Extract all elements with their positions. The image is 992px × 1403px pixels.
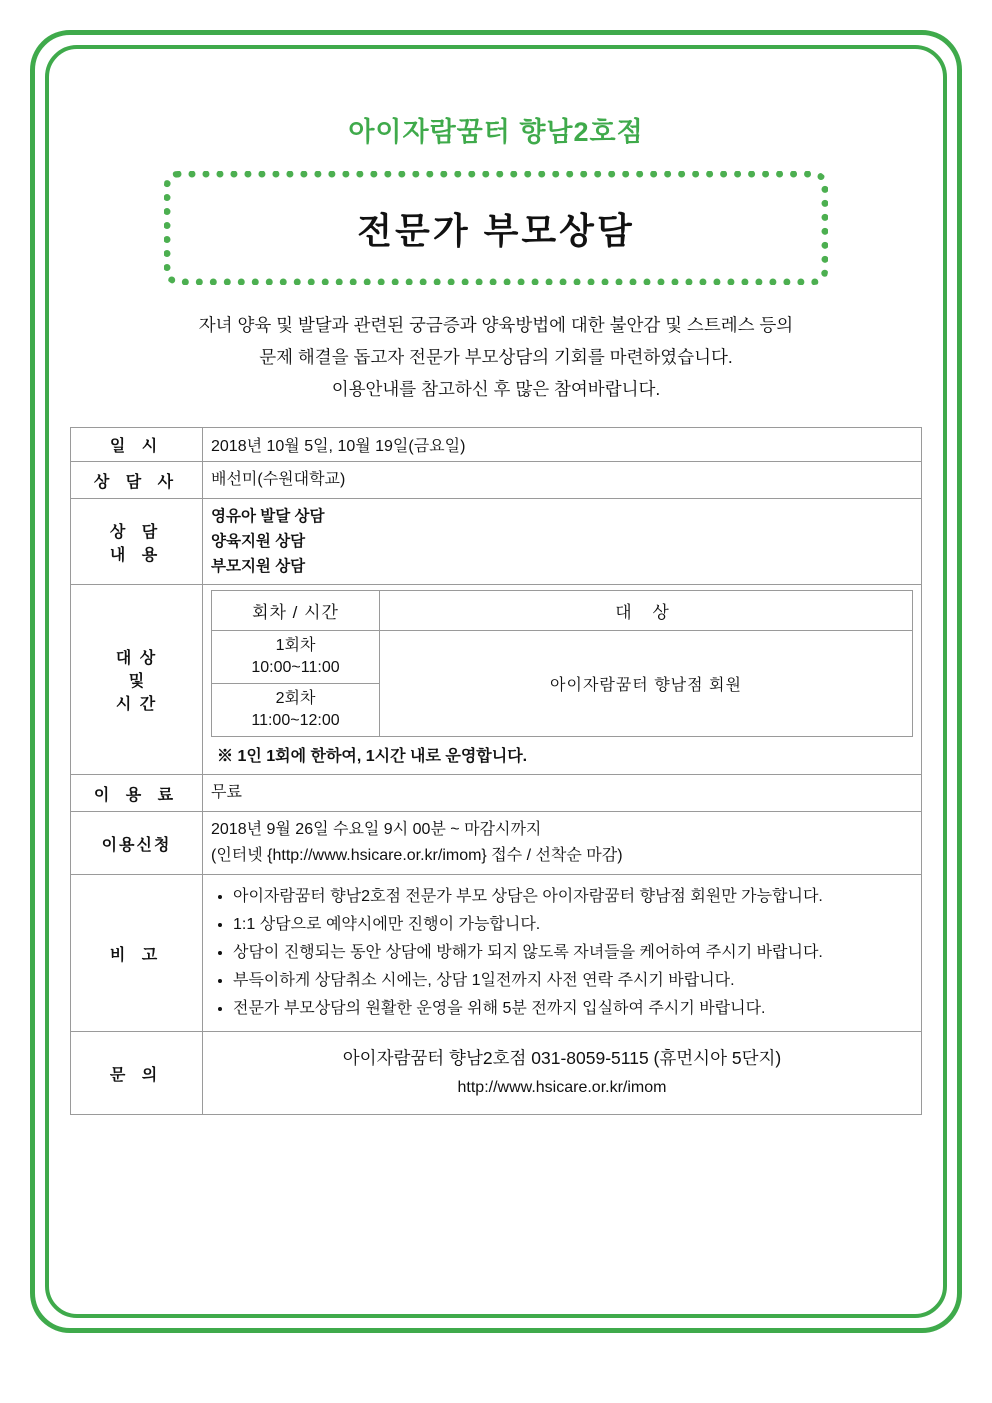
table-row-date: [71, 428, 922, 462]
value-date: 2018년 10월 5일, 10월 19일(금요일): [203, 428, 922, 462]
session-row: [212, 631, 913, 684]
topic-item: 영유아 발달 상담: [211, 508, 325, 525]
target-header-label: 대 상: [380, 591, 913, 631]
session-header-label: 회차 / 시간: [212, 591, 380, 631]
label-topics-line-2: 내 용: [109, 546, 164, 564]
targets-note: ※ 1인 1회에 한하여, 1시간 내로 운영합니다.: [217, 748, 528, 765]
targets-cell: [203, 585, 922, 775]
label-targets-line-3: 시 간: [115, 696, 158, 713]
inquiry-url[interactable]: http://www.hsicare.or.kr/imom: [457, 1079, 667, 1096]
list-item: • 아이자람꿈터 향남2호점 전문가 부모 상담은 아이자람꿈터 향남점 회원만 가능합니다.: [233, 884, 913, 910]
topic-item: 부모지원 상담: [211, 558, 306, 575]
label-topics-line-1: 상 담: [109, 523, 164, 541]
inquiry-block: [211, 1037, 913, 1109]
session-table: [211, 590, 913, 737]
table-row-topics: [71, 499, 922, 585]
intro-line-1: 자녀 양육 및 발달과 관련된 궁금증과 양육방법에 대한 불안감 및 스트레스 등의: [198, 315, 794, 335]
intro-line-3: 이용안내를 참고하신 후 많은 참여바랍니다.: [331, 379, 661, 399]
list-item: • 상담이 진행되는 동안 상담에 방해가 되지 않도록 자녀들을 케어하여 주시기 바랍니다.: [233, 940, 913, 966]
organization-title: 아이자람꿈터 향남2호점: [348, 117, 644, 147]
inquiry-phone-line: 아이자람꿈터 향남2호점 031-8059-5115 (휴먼시아 5단지): [342, 1048, 782, 1068]
list-item: • 전문가 부모상담의 원활한 운영을 위해 5분 전까지 입실하여 주시기 바랍니다.: [233, 996, 913, 1022]
label-date: 일 시: [71, 428, 203, 462]
value-fee: 무료: [203, 775, 922, 812]
label-apply: 이용신청: [71, 812, 203, 875]
label-targets: [71, 585, 203, 775]
value-apply: [203, 812, 922, 875]
value-topics: [203, 499, 922, 585]
session-time: 11:00~12:00: [251, 712, 340, 729]
poster-content: [70, 110, 922, 1115]
label-remarks: 비 고: [71, 875, 203, 1032]
list-item: • 1:1 상담으로 예약시에만 진행이 가능합니다.: [233, 912, 913, 938]
session-cell-1: [212, 631, 380, 684]
session-round: 2회차: [275, 690, 316, 707]
apply-line-2: (인터넷 {http://www.hsicare.or.kr/imom} 접수 / 선착순 마감): [211, 847, 623, 864]
intro-line-2: 문제 해결을 돕고자 전문가 부모상담의 기회를 마련하였습니다.: [259, 347, 733, 367]
headline-text: 전문가 부모상담: [357, 209, 635, 251]
target-value: 아이자람꿈터 향남점 회원: [380, 631, 913, 737]
session-time: 10:00~11:00: [251, 659, 340, 676]
session-round: 1회차: [275, 637, 316, 654]
table-row-counselor: [71, 462, 922, 499]
info-table: [70, 427, 922, 1115]
table-row-fee: [71, 775, 922, 812]
label-targets-line-1: 대 상: [115, 650, 158, 667]
value-counselor: 배선미(수원대학교): [203, 462, 922, 499]
table-row-remarks: [71, 875, 922, 1032]
label-topics: [71, 499, 203, 585]
label-targets-line-2: 및: [128, 673, 145, 690]
apply-line-1: 2018년 9월 26일 수요일 9시 00분 ~ 마감시까지: [211, 821, 542, 838]
list-item: • 부득이하게 상담취소 시에는, 상담 1일전까지 사전 연락 주시기 바랍니다.: [233, 968, 913, 994]
value-remarks: [203, 875, 922, 1032]
remarks-list: [211, 884, 913, 1022]
table-row-inquiry: [71, 1032, 922, 1115]
label-fee: 이 용 료: [71, 775, 203, 812]
table-row-apply: [71, 812, 922, 875]
label-counselor: 상 담 사: [71, 462, 203, 499]
session-header-row: [212, 591, 913, 631]
table-row-targets: [71, 585, 922, 775]
session-cell-2: [212, 684, 380, 737]
topic-item: 양육지원 상담: [211, 533, 306, 550]
intro-paragraph: [70, 309, 922, 405]
headline-box: [164, 171, 828, 285]
label-inquiry: 문 의: [71, 1032, 203, 1115]
value-inquiry: [203, 1032, 922, 1115]
